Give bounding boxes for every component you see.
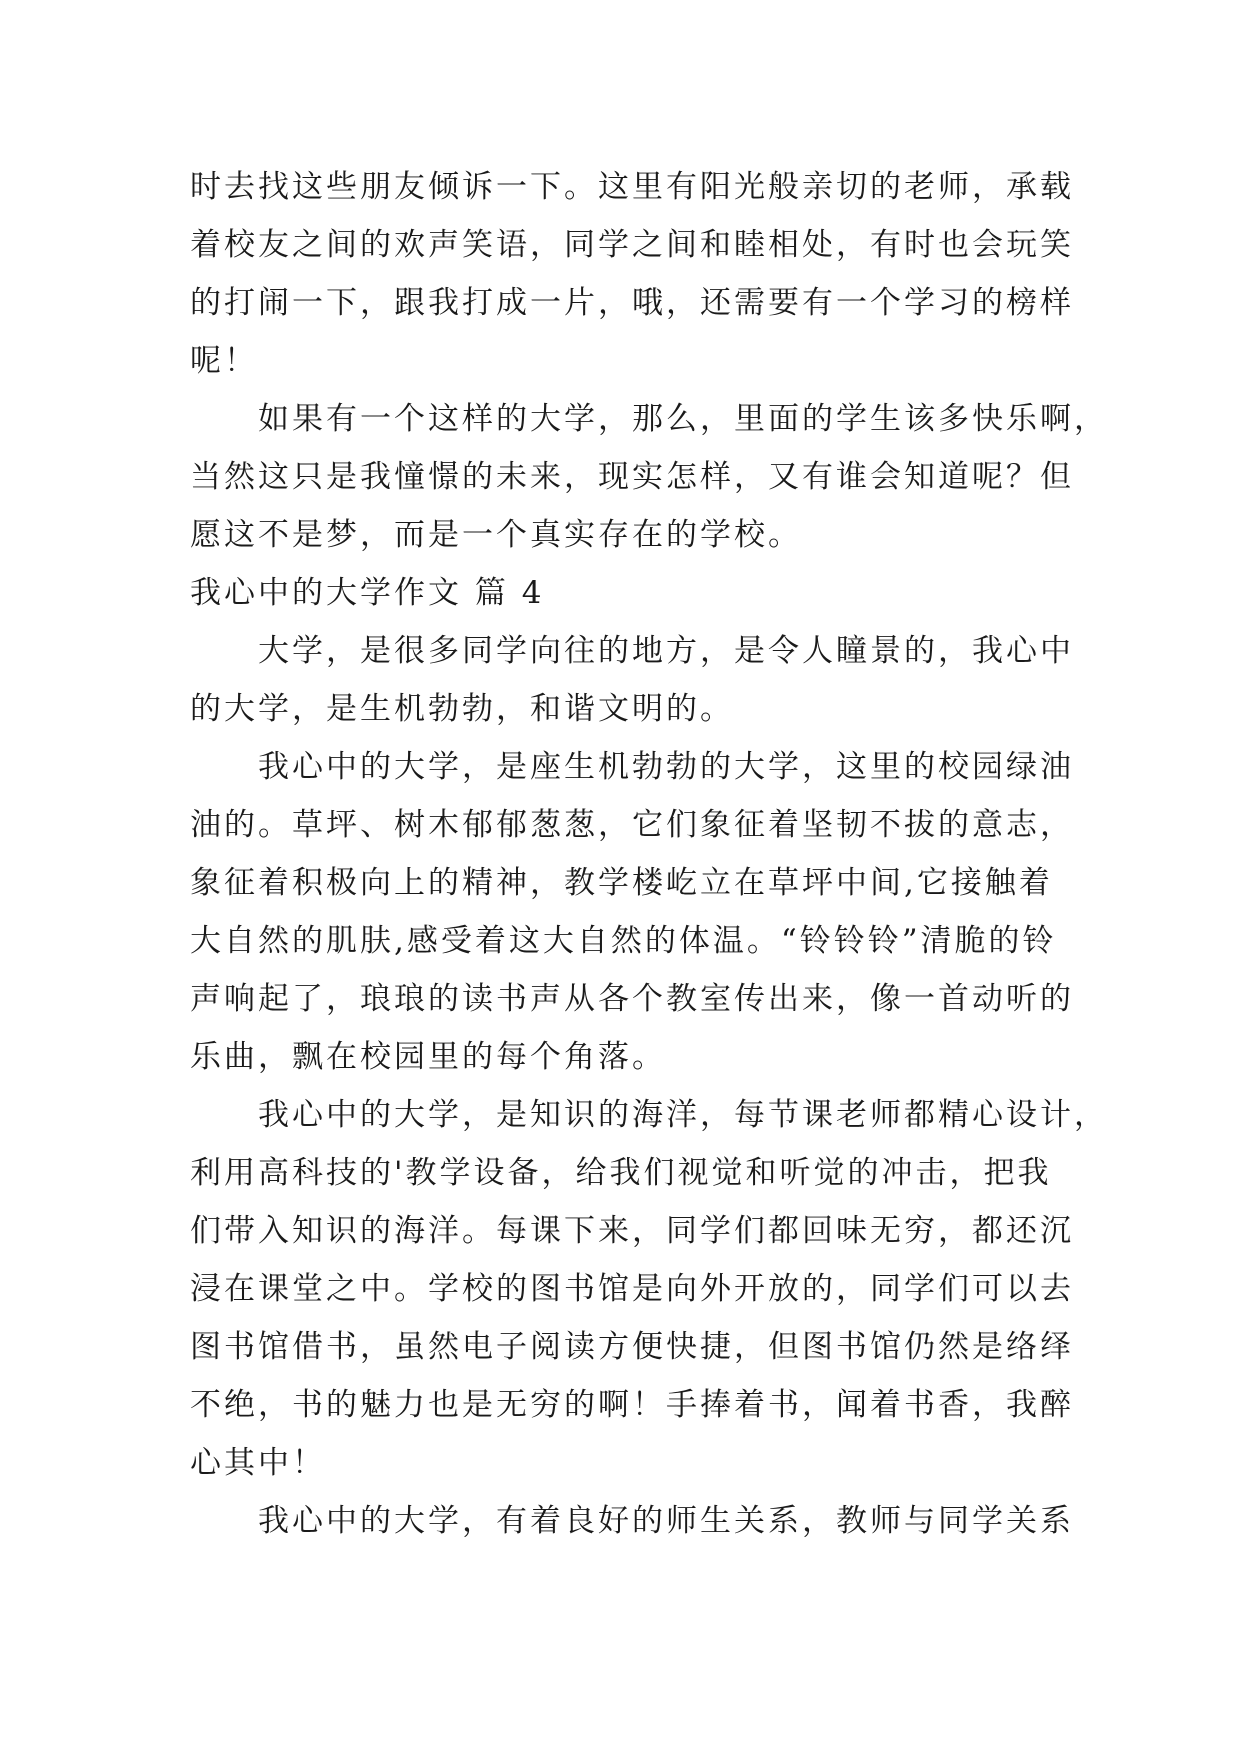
paragraph-start-line: 我心中的大学，是知识的海洋，每节课老师都精心设计， [258,1097,1108,1133]
text-line: 乐曲，飘在校园里的每个角落。 [190,1039,666,1075]
text-line: 图书馆借书，虽然电子阅读方便快捷，但图书馆仍然是络绎 [190,1329,1074,1365]
text-line: 油的。草坪、树木郁郁葱葱，它们象征着坚韧不拔的意志， [190,807,1074,843]
essay-body [190,158,1108,1550]
text-line: 的大学，是生机勃勃，和谐文明的。 [190,691,734,727]
text-line: 不绝，书的魅力也是无穷的啊！手捧着书，闻着书香，我醉 [190,1387,1074,1423]
text-line: 呢！ [190,343,258,379]
text-line: 着校友之间的欢声笑语，同学之间和睦相处，有时也会玩笑 [190,227,1074,263]
text-line: 的打闹一下，跟我打成一片，哦，还需要有一个学习的榜样 [190,285,1074,321]
text-line: 愿这不是梦，而是一个真实存在的学校。 [190,517,802,553]
text-line: 声响起了，琅琅的读书声从各个教室传出来，像一首动听的 [190,981,1074,1017]
text-line: 利用高科技的'教学设备，给我们视觉和听觉的冲击，把我 [190,1155,1052,1191]
text-line: 时去找这些朋友倾诉一下。这里有阳光般亲切的老师，承载 [190,169,1074,205]
text-line: 大自然的肌肤,感受着这大自然的体温。“铃铃铃”清脆的铃 [190,923,1057,959]
paragraph-start-line: 大学，是很多同学向往的地方，是令人瞳景的，我心中 [258,633,1074,669]
text-line: 浸在课堂之中。学校的图书馆是向外开放的，同学们可以去 [190,1271,1074,1307]
text-line: 象征着积极向上的精神，教学楼屹立在草坪中间,它接触着 [190,865,1053,901]
paragraph-start-line: 我心中的大学，有着良好的师生关系，教师与同学关系 [258,1503,1074,1539]
paragraph-start-line: 我心中的大学，是座生机勃勃的大学，这里的校园绿油 [258,749,1074,785]
paragraph-start-line: 如果有一个这样的大学，那么，里面的学生该多快乐啊， [258,401,1108,437]
text-line: 心其中！ [190,1445,326,1481]
section-heading: 我心中的大学作文 篇 4 [190,575,545,611]
text-line: 当然这只是我憧憬的未来，现实怎样，又有谁会知道呢？但 [190,459,1074,495]
text-line: 们带入知识的海洋。每课下来，同学们都回味无穷，都还沉 [190,1213,1074,1249]
